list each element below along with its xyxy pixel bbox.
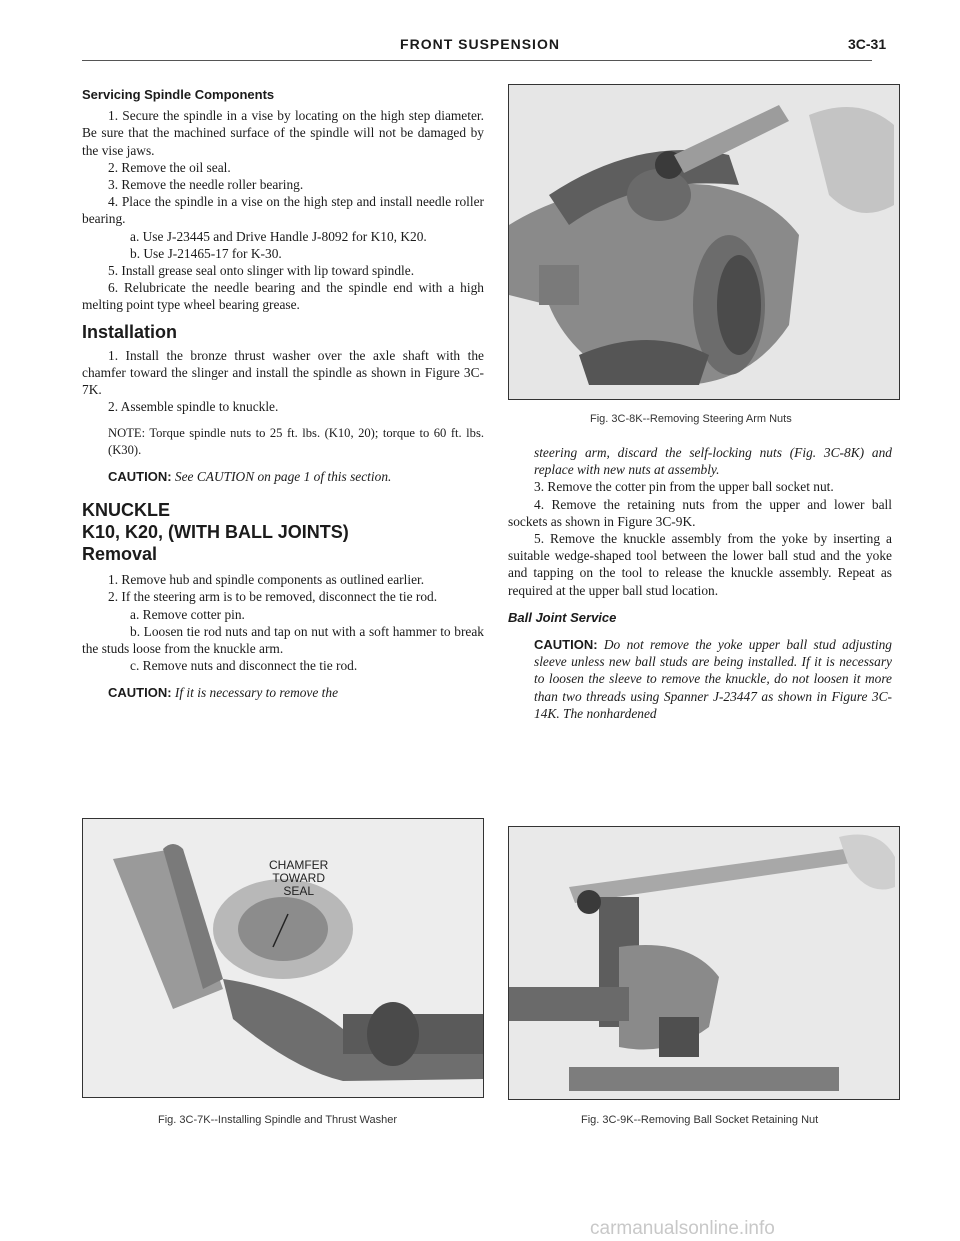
caution-2 — [82, 684, 484, 701]
page-number: 3C-31 — [848, 36, 887, 52]
caution-label: CAUTION: — [534, 637, 598, 653]
figure-3c-7k-photo — [82, 818, 484, 1098]
callout-line: SEAL — [283, 884, 315, 898]
ball-socket-nut-illustration — [509, 827, 899, 1099]
caution-text: Do not remove the yoke upper ball stud adjusting sleeve unless new ball studs are being installed. If it is necessary to loosen the sleeve to remove the knuckle, do not loosen it more than two threads using Spanner J-23447 as shown in Figure 3C-14K. The nonhardened — [534, 637, 892, 721]
figure-3c-8k-caption: Fig. 3C-8K--Removing Steering Arm Nuts — [590, 413, 792, 425]
removal-step: a. Remove cotter pin. — [130, 606, 245, 622]
right-column — [508, 444, 892, 722]
caution-text: See CAUTION on page 1 of this section. — [174, 469, 392, 485]
caution-text: If it is necessary to remove the — [174, 685, 339, 701]
knuckle-heading: KNUCKLE — [82, 500, 170, 521]
servicing-step: 1. Secure the spindle in a vise by locating on the high step diameter. Be sure that the machined surface of the spindle will not be damaged by the vise jaws. — [82, 108, 484, 158]
removal-heading: Removal — [82, 544, 158, 565]
servicing-step: b. Use J-21465-17 for K-30. — [130, 245, 282, 261]
page-header-title: FRONT SUSPENSION — [400, 36, 560, 52]
removal-step: c. Remove nuts and disconnect the tie rod. — [130, 658, 358, 674]
steering-arm-photo-illustration — [509, 85, 899, 399]
knuckle-subheading: K10, K20, (WITH BALL JOINTS) — [82, 522, 349, 543]
servicing-step: 4. Place the spindle in a vise on the high step and install needle roller bearing. — [82, 194, 484, 227]
figure-3c-9k-caption: Fig. 3C-9K--Removing Ball Socket Retaining Nut — [581, 1114, 819, 1126]
removal-step: 3. Remove the cotter pin from the upper ball socket nut. — [534, 479, 834, 495]
caution-3 — [508, 636, 892, 722]
removal-step: 5. Remove the knuckle assembly from the yoke by inserting a suitable wedge-shaped tool between the lower ball stud and the yoke and tapping on the tool to release the knuckle assembly. Repeat as required at the upper ball stud location. — [508, 531, 892, 598]
torque-note: NOTE: Torque spindle nuts to 25 ft. lbs. (K10, 20); torque to 60 ft. lbs. (K30). — [108, 425, 484, 457]
figure-3c-7k-caption: Fig. 3C-7K--Installing Spindle and Thrust Washer — [158, 1114, 398, 1126]
servicing-step: a. Use J-23445 and Drive Handle J-8092 for K10, K20. — [130, 228, 427, 244]
chamfer-callout — [269, 859, 328, 898]
continued-caution-text: steering arm, discard the self-locking nuts (Fig. 3C-8K) and replace with new nuts at assembly. — [534, 445, 892, 478]
ball-joint-heading: Ball Joint Service — [508, 609, 617, 625]
watermark: carmanualsonline.info — [590, 1218, 775, 1239]
header-rule — [82, 60, 872, 61]
servicing-step: 6. Relubricate the needle bearing and the spindle end with a high melting point type wheel bearing grease. — [82, 280, 484, 313]
removal-step: 2. If the steering arm is to be removed, disconnect the tie rod. — [108, 589, 438, 605]
caution-label: CAUTION: — [108, 469, 172, 485]
servicing-step: 3. Remove the needle roller bearing. — [108, 177, 304, 193]
figure-3c-9k-photo — [508, 826, 900, 1100]
removal-step: b. Loosen tie rod nuts and tap on nut with a soft hammer to break the studs loose from the knuckle arm. — [82, 623, 484, 657]
left-column — [82, 86, 484, 702]
installation-step: 1. Install the bronze thrust washer over the axle shaft with the chamfer toward the slinger and install the spindle as shown in Figure 3C-7K. — [82, 347, 484, 398]
caution-label: CAUTION: — [108, 685, 172, 701]
servicing-step: 2. Remove the oil seal. — [108, 159, 231, 175]
callout-line: TOWARD — [272, 871, 325, 885]
servicing-step: 5. Install grease seal onto slinger with lip toward spindle. — [108, 263, 415, 279]
removal-step: 1. Remove hub and spindle components as outlined earlier. — [108, 572, 425, 588]
figure-3c-8k-photo — [508, 84, 900, 400]
caution-1 — [82, 468, 484, 485]
removal-step: 4. Remove the retaining nuts from the upper and lower ball sockets as shown in Figure 3C-9K. — [508, 496, 892, 529]
installation-heading: Installation — [82, 321, 178, 342]
installation-step: 2. Assemble spindle to knuckle. — [108, 399, 279, 415]
callout-line: CHAMFER — [269, 858, 329, 872]
servicing-heading: Servicing Spindle Components — [82, 87, 275, 102]
